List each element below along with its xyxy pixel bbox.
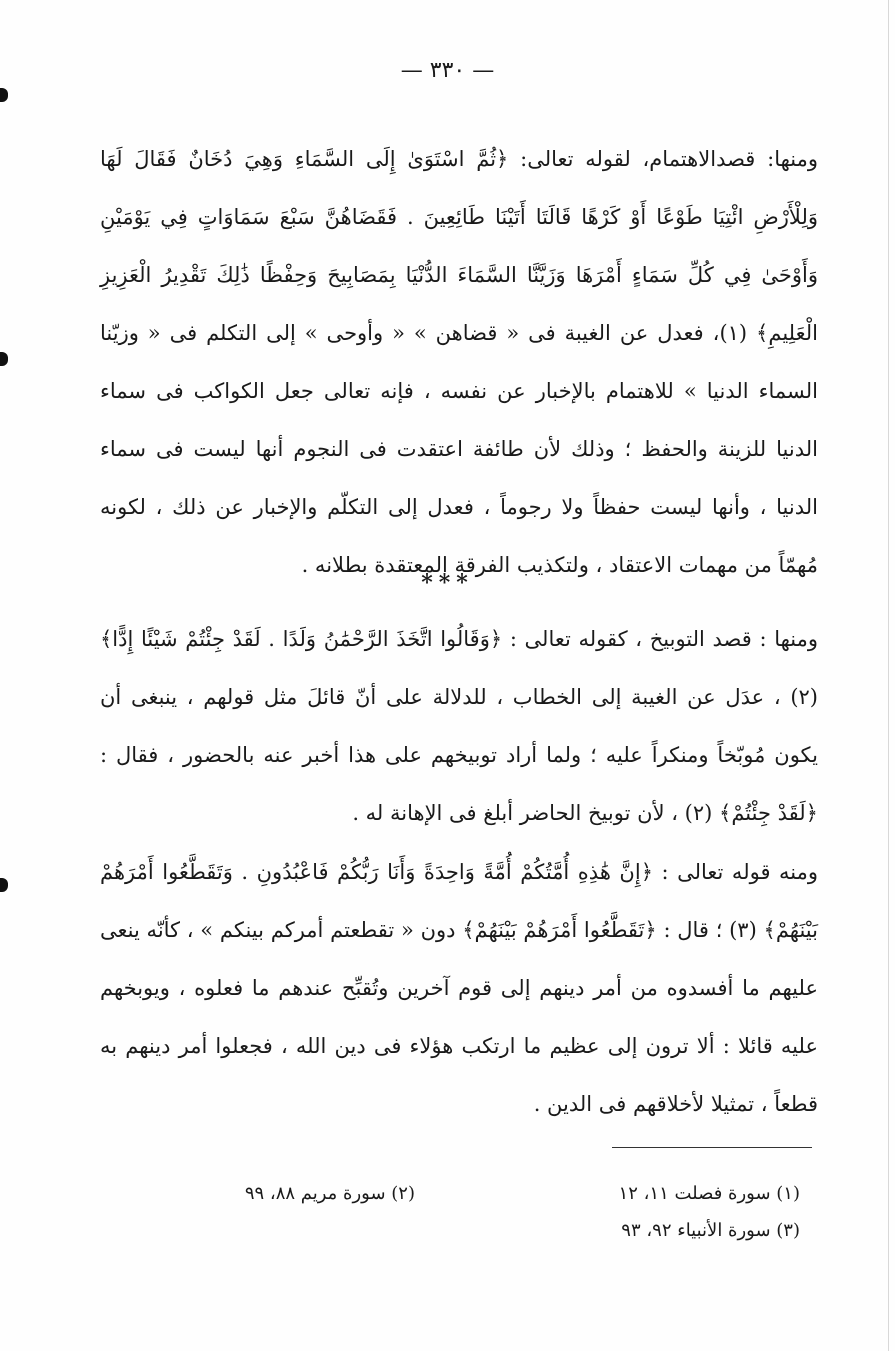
- page-edge: [888, 0, 889, 1351]
- footnote-1: (١) سورة فصلت ١١، ١٢: [618, 1183, 800, 1204]
- margin-mark: [0, 88, 8, 102]
- footnote-divider: [612, 1147, 812, 1148]
- page-number: — ٣٣٠ —: [400, 58, 495, 83]
- paragraph-emphasis: ومنها: قصدالاهتمام، لقوله تعالى: ﴿ثُمَّ اسْتَوَىٰ إِلَى السَّمَاءِ وَهِيَ دُخَانٌ فَقَالَ لَهَا وَلِلْأَرْضِ ائْتِيَا طَوْعًا أَوْ كَرْهًا قَالَتَا أَتَيْنَا طَائِعِينَ . فَقَضَاهُنَّ سَبْعَ سَمَاوَاتٍ فِي يَوْمَيْنِ وَأَوْحَىٰ فِي كُلِّ سَمَاءٍ أَمْرَهَا وَزَيَّنَّا السَّمَاءَ الدُّنْيَا بِمَصَابِيحَ وَحِفْظًا ذَٰلِكَ تَقْدِيرُ الْعَزِيزِ الْعَلِيمِ﴾ (١)، فعدل عن الغيبة فى « قضاهن » « وأوحى » إلى التكلم فى « وزيّنا السماء الدنيا » للاهتمام بالإخبار عن نفسه ، فإنه تعالى جعل الكواكب فى سماء الدنيا للزينة والحفظ ؛ وذلك لأن طائفة اعتقدت فى النجوم أنها ليست فى سماء الدنيا ، وأنها ليست حفظاً ولا رجوماً ، فعدل إلى التكلّم والإخبار عن ذلك ، لكونه مُهمّاً من مهمات الاعتقاد ، ولتكذيب الفرقة المعتقدة بطلانه .: [100, 147, 818, 577]
- footnote-2: (٢) سورة مريم ٨٨، ٩٩: [244, 1183, 415, 1204]
- margin-mark: [0, 878, 8, 892]
- paragraph-rebuke: ومنها : قصد التوبيخ ، كقوله تعالى : ﴿وَقَالُوا اتَّخَذَ الرَّحْمَٰنُ وَلَدًا . لَقَدْ جِئْتُمْ شَيْئًا إِدًّا﴾ (٢) ، عدَل عن الغيبة إلى الخطاب ، للدلالة على أنّ قائلَ مثل قولهم ، ينبغى أن يكون مُوبّخاً ومنكراً عليه ؛ ولما أراد توبيخهم على هذا أخبر عنه بالحضور ، فقال : ﴿لَقَدْ جِئْتُمْ﴾ (٢) ، لأن توبيخ الحاضر أبلغ فى الإهانة له .: [100, 627, 818, 825]
- section-separator: ***: [421, 570, 474, 596]
- paragraph-example: ومنه قوله تعالى : ﴿إِنَّ هَٰذِهِ أُمَّتُكُمْ أُمَّةً وَاحِدَةً وَأَنَا رَبُّكُمْ فَاعْبُدُونِ . وَتَقَطَّعُوا أَمْرَهُمْ بَيْنَهُمْ﴾ (٣) ؛ قال : ﴿تَقَطَّعُوا أَمْرَهُمْ بَيْنَهُمْ﴾ دون « تقطعتم أمركم بينكم » ، كأنّه ينعى عليهم ما أفسدوه من أمر دينهم إلى قوم آخرين وتُقبِّح عندهم ما فعلوه ، ويوبخهم عليه قائلا : ألا ترون إلى عظيم ما ارتكب هؤلاء فى دين الله ، فجعلوا أمر دينهم به قطعاً ، تمثيلا لأخلاقهم فى الدين .: [100, 860, 818, 1116]
- margin-mark: [0, 352, 8, 366]
- footnote-3: (٣) سورة الأنبياء ٩٢، ٩٣: [621, 1220, 800, 1241]
